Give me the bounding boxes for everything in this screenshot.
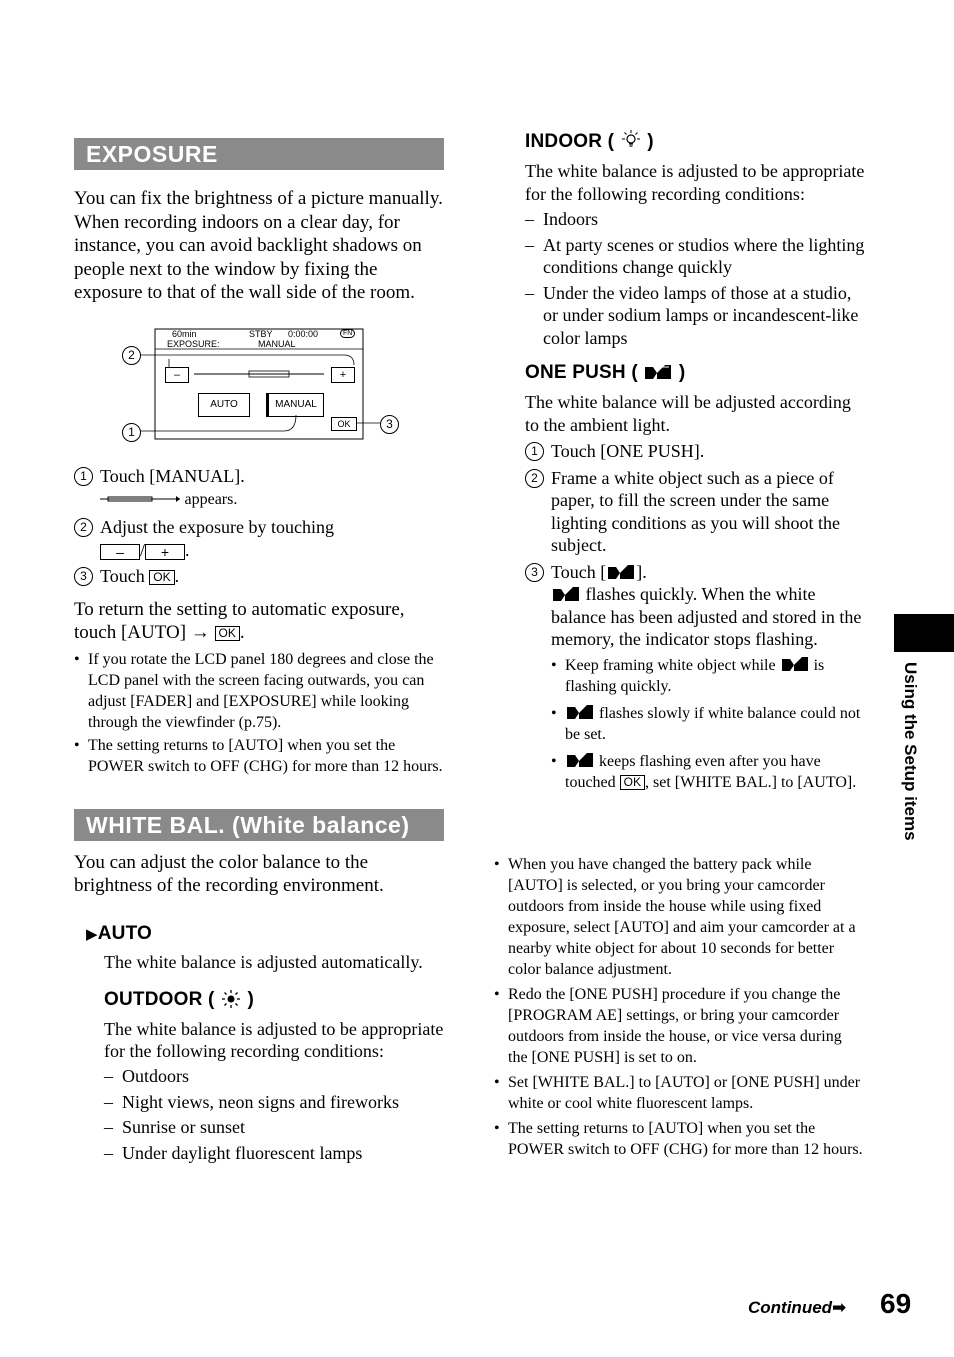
exposure-step-3 [74,565,444,588]
step-text: Touch [MANUAL]. [100,465,245,486]
exposure-step-2 [74,516,444,561]
auto-body [74,951,444,1165]
indoor-text: The white balance is adjusted to be appropriate for the following recording conditions: [525,161,865,204]
exposure-screen-illustration [74,327,444,447]
plus-button-icon: + [145,544,185,560]
note-text: flashes slowly if white balance could not be set. [565,704,861,743]
indoor-heading [525,130,865,154]
one-push-icon [551,586,581,602]
list-item: – Night views, neon signs and fireworks [104,1091,444,1114]
note-item: • Set [WHITE BAL.] to [AUTO] or [ONE PUSH] under white or cool white fluorescent lamps. [494,1072,864,1114]
list-item: – Indoors [525,208,865,231]
white-bal-intro: You can adjust the color balance to the brightness of the recording environment. [74,851,384,896]
note-text: Keep framing white object while [565,656,776,674]
right-column [525,130,865,793]
list-item: – Outdoors [104,1065,444,1088]
left-column [74,138,444,1164]
one-push-step-1 [525,440,865,463]
white-bal-heading: WHITE BAL. (White balance) [74,809,444,841]
lightbulb-icon [620,130,642,150]
lcd-plus-button[interactable]: + [331,367,355,383]
auto-label: AUTO [97,922,153,944]
page-number: 69 [880,1288,912,1319]
exposure-intro: You can fix the brightness of a picture manually. When recording indoors on a clear day, for instance, you can avoid backlight shadows on people next to the window by fixing the exposure to that of the wall side of the room. [74,188,443,303]
white-bal-notes [494,854,864,1160]
lcd-time: 0:00:00 [288,328,319,339]
one-push-step-3 [525,561,865,793]
return-text: To return the setting to automatic exposure, touch [AUTO] [74,598,405,643]
exposure-step-1 [74,465,444,511]
chapter-tab-label [900,662,920,852]
step-text-end: ]. [636,561,647,582]
one-push-text: The white balance will be adjusted according to the ambient light. [525,392,851,435]
list-item: – Sunrise or sunset [104,1116,444,1139]
step-number: 3 [525,563,544,582]
outdoor-heading [104,988,444,1012]
outdoor-text: The white balance is adjusted to be appropriate for the following recording conditions: [104,1019,444,1061]
period: . [239,622,245,643]
list-item: – At party scenes or studios where the lighting conditions change quickly [525,234,865,279]
lcd-manual-button[interactable]: MANUAL [266,393,324,417]
exposure-heading: EXPOSURE [74,138,444,170]
auto-option [74,922,444,947]
minus-button-icon: – [100,544,140,560]
auto-heading [86,922,444,947]
ok-button-icon: OK [215,626,240,641]
slash: / [140,539,146,560]
exposure-return-text [74,598,444,645]
step-desc: flashes quickly. When the white balance has been adjusted and stored in the memory, the indicator stops flashing. [551,584,862,649]
indoor-label: INDOOR ( [525,131,615,152]
outdoor-label: OUTDOOR ( [104,989,215,1010]
continued-label [748,1298,846,1318]
step-text: Touch [100,566,145,586]
note-item: • The setting returns to [AUTO] when you set the POWER switch to OFF (CHG) for more than 12 hours. [74,735,444,777]
one-push-icon [780,656,810,672]
exposure-bar-icon [100,494,180,504]
outdoor-list [104,1065,444,1164]
lcd-minus-button[interactable]: – [165,367,189,383]
step-text: Frame a white object such as a piece of paper, to fill the screen under the same lighting conditions as you will shoot the subject. [551,467,840,555]
lcd-label-left: EXPOSURE: [167,338,220,349]
callout-3: 3 [380,415,399,434]
step-number: 1 [525,442,544,461]
arrow-right-icon: → [190,622,210,643]
default-marker-icon: ▶ [86,925,98,943]
one-push-label: ONE PUSH ( [525,362,638,383]
step-subtext: appears. [184,491,238,508]
note-text: keeps flashing even after you have touched [565,752,821,791]
step-text: Touch [ [551,561,607,582]
chapter-tab-marker [894,614,954,652]
lcd-ok-button[interactable]: OK [331,417,357,431]
arrow-right-icon: ➡ [832,1298,847,1317]
lcd-status: STBY [249,328,273,339]
period: . [185,539,190,560]
note-text: is flashing quickly. [565,656,825,695]
step-number: 1 [74,467,93,486]
note-item: • When you have changed the battery pack while [AUTO] is selected, or you bring your camcorder outdoors from inside the house while using fixed exposure, select [AUTO] and aim your camcorder at a nearby white object for about 10 seconds for better color balance adjustment. [494,854,864,980]
lcd-badge: FN [340,329,355,338]
step-text: Adjust the exposure by touching [100,517,334,537]
ok-button-icon: OK [149,570,174,585]
note-item [551,703,865,745]
step-number: 3 [74,567,93,586]
indoor-close: ) [647,131,654,152]
one-push-icon [565,752,595,768]
step-number: 2 [525,469,544,488]
one-push-heading [525,361,865,385]
one-push-icon [565,704,595,720]
indoor-list [525,208,865,349]
note-item: • If you rotate the LCD panel 180 degrees and close the LCD panel with the screen facing outwards, you can adjust [FADER] and [EXPOSURE] while looking through the viewfinder (p.75). [74,649,444,733]
chapter-tab-text: Using the Setup items [901,662,920,841]
step-number: 2 [74,518,93,537]
continued-text: Continued [748,1298,833,1317]
one-push-icon [643,364,673,380]
lcd-battery: 60min [172,328,197,339]
note-text: , set [WHITE BAL.] to [AUTO]. [645,773,857,791]
one-push-step-2 [525,467,865,557]
step-text: Touch [ONE PUSH]. [551,441,705,461]
list-item: – Under daylight fluorescent lamps [104,1142,444,1165]
lcd-auto-button[interactable]: AUTO [198,393,250,417]
note-item [551,655,865,697]
note-item [551,751,865,793]
period: . [174,566,180,586]
white-bal-notes-block [494,852,864,1160]
lcd-label-right: MANUAL [258,338,296,349]
list-item: – Under the video lamps of those at a studio, or under sodium lamps or incandescent-like color lamps [525,282,865,350]
note-item: • The setting returns to [AUTO] when you set the POWER switch to OFF (CHG) for more than 12 hours. [494,1118,864,1160]
exposure-notes [74,649,444,777]
one-push-close: ) [678,362,686,383]
exposure-steps [74,465,444,588]
sun-icon [220,990,242,1008]
one-push-icon [606,564,636,580]
callout-2: 2 [122,346,141,365]
note-item: • Redo the [ONE PUSH] procedure if you change the [PROGRAM AE] settings, or bring your camcorder outdoors from inside the house, or vice versa during the [ONE PUSH] is set to on. [494,984,864,1068]
one-push-sub-notes [551,655,865,793]
outdoor-close: ) [247,989,255,1010]
ok-button-icon: OK [620,775,645,790]
auto-text: The white balance is adjusted automatically. [104,951,423,972]
callout-1: 1 [122,423,141,442]
